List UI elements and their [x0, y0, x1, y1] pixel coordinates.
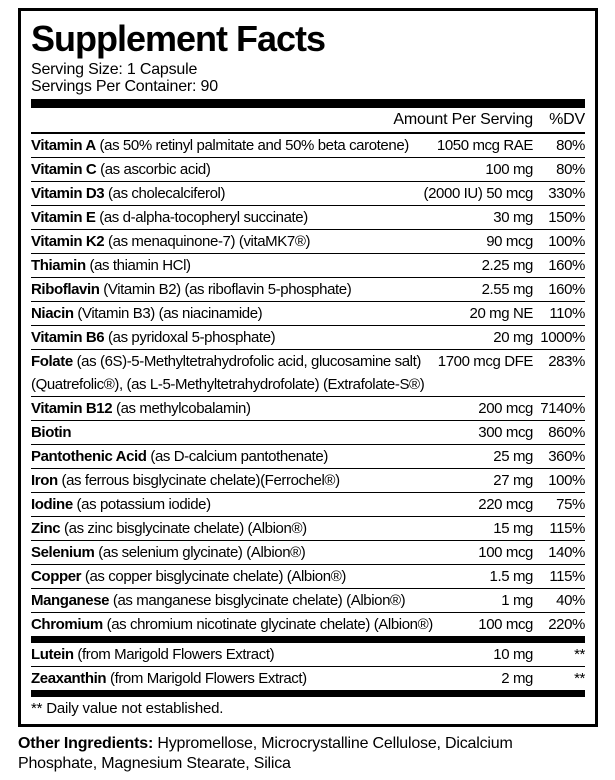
row-amount: 90 mcg	[486, 233, 533, 250]
table-row	[31, 254, 585, 278]
row-name	[31, 329, 275, 346]
column-header-row	[31, 108, 585, 134]
table-row	[31, 206, 585, 230]
table-row	[31, 302, 585, 326]
table-row	[31, 350, 585, 397]
row-name	[31, 496, 211, 513]
nutrient-name: Riboflavin	[31, 281, 100, 298]
nutrient-name: Thiamin	[31, 257, 86, 274]
row-values	[489, 643, 585, 666]
row-name	[31, 257, 191, 274]
row-amount: 2 mg	[501, 670, 533, 687]
row-dv: 1000%	[540, 329, 585, 346]
row-name	[31, 353, 424, 393]
nutrient-detail: (as 50% retinyl palmitate and 50% beta carotene)	[99, 137, 409, 154]
nutrient-detail: (as copper bisglycinate chelate) (Albion®)	[84, 568, 346, 585]
separator-bar-mid-1	[31, 636, 585, 643]
nutrient-detail: (as chromium nicotinate glycinate chelate) (Albion®)	[106, 616, 433, 633]
row-name	[31, 424, 71, 441]
row-amount: 100 mcg	[478, 616, 533, 633]
nutrient-detail: (as potassium iodide)	[76, 496, 211, 513]
row-name	[31, 448, 328, 465]
row-dv: **	[574, 670, 585, 687]
nutrient-detail: (as ascorbic acid)	[100, 161, 211, 178]
row-dv: 7140%	[540, 400, 585, 417]
row-amount: 1700 mcg DFE	[437, 353, 533, 370]
table-row	[31, 182, 585, 206]
supplement-facts-panel	[18, 8, 598, 727]
servings-per-container: Servings Per Container: 90	[31, 78, 218, 95]
nutrient-name: Vitamin E	[31, 209, 96, 226]
row-values	[486, 565, 585, 588]
row-name	[31, 592, 405, 609]
row-dv: 75%	[556, 496, 585, 513]
row-values	[420, 182, 585, 205]
row-dv: 140%	[548, 544, 585, 561]
row-name	[31, 568, 346, 585]
table-row	[31, 643, 585, 667]
table-row	[31, 469, 585, 493]
row-dv: 330%	[548, 185, 585, 202]
row-name	[31, 646, 274, 663]
nutrient-name: Folate	[31, 353, 73, 370]
row-name	[31, 185, 225, 202]
row-dv: 115%	[549, 568, 585, 585]
other-ingredients	[18, 734, 593, 774]
nutrient-detail: (from Marigold Flowers Extract)	[77, 646, 275, 663]
nutrient-name: Zinc	[31, 520, 61, 537]
row-amount: (2000 IU) 50 mcg	[423, 185, 533, 202]
row-values	[497, 589, 585, 612]
nutrient-name: Selenium	[31, 544, 95, 561]
separator-bar-mid-2	[31, 690, 585, 697]
row-amount: 20 mg	[493, 329, 533, 346]
table-row	[31, 541, 585, 565]
nutrient-name: Chromium	[31, 616, 103, 633]
row-amount: 20 mg NE	[469, 305, 533, 322]
nutrient-detail: (as d-alpha-tocopheryl succinate)	[99, 209, 308, 226]
nutrient-name: Vitamin B12	[31, 400, 113, 417]
nutrient-detail: (as zinc bisglycinate chelate) (Albion®)	[64, 520, 307, 537]
table-row	[31, 517, 585, 541]
row-name	[31, 161, 210, 178]
other-ingredients-label: Other Ingredients:	[18, 735, 154, 752]
row-dv: 360%	[548, 448, 585, 465]
table-row	[31, 230, 585, 254]
row-dv: 160%	[548, 281, 585, 298]
botanical-rows	[31, 643, 585, 690]
row-dv: 860%	[548, 424, 585, 441]
row-name	[31, 209, 308, 226]
nutrient-name: Vitamin D3	[31, 185, 105, 202]
row-name	[31, 520, 307, 537]
row-dv: 80%	[556, 137, 585, 154]
table-row	[31, 493, 585, 517]
nutrient-name: Vitamin A	[31, 137, 96, 154]
nutrient-detail: (Vitamin B3) (as niacinamide)	[77, 305, 263, 322]
row-dv: 150%	[548, 209, 585, 226]
row-amount: 27 mg	[493, 472, 533, 489]
nutrient-detail: (as pyridoxal 5-phosphate)	[108, 329, 276, 346]
row-amount: 30 mg	[493, 209, 533, 226]
row-name	[31, 616, 433, 633]
row-values	[478, 278, 585, 301]
serving-size: Serving Size: 1 Capsule	[31, 61, 198, 78]
row-values	[474, 613, 585, 636]
row-amount: 1.5 mg	[489, 568, 533, 585]
row-amount: 1 mg	[501, 592, 533, 609]
row-values	[489, 445, 585, 468]
nutrient-name: Lutein	[31, 646, 74, 663]
column-headers	[393, 108, 585, 132]
row-amount: 10 mg	[493, 646, 533, 663]
row-dv: 283%	[548, 353, 585, 370]
nutrient-detail: (as menaquinone-7) (vitaMK7®)	[108, 233, 311, 250]
row-amount: 220 mcg	[478, 496, 533, 513]
nutrient-name: Iodine	[31, 496, 73, 513]
nutrient-name: Vitamin B6	[31, 329, 105, 346]
row-dv: 100%	[548, 472, 585, 489]
row-values	[466, 302, 586, 325]
row-amount: 200 mcg	[478, 400, 533, 417]
row-values	[489, 326, 585, 349]
row-values	[497, 667, 585, 690]
daily-value-footnote: ** Daily value not established.	[31, 700, 224, 717]
nutrient-detail: (as selenium glycinate) (Albion®)	[98, 544, 306, 561]
row-values	[433, 134, 585, 157]
nutrient-detail: (as methylcobalamin)	[115, 400, 251, 417]
row-amount: 2.55 mg	[481, 281, 533, 298]
row-amount: 15 mg	[493, 520, 533, 537]
nutrient-name: Zeaxanthin	[31, 670, 107, 687]
nutrient-detail: (as (6S)-5-Methyltetrahydrofolic acid, glucosamine salt)(Quatrefolic®), (as L-5-Methyltetrahydrofolate) (Extrafolate-S®)	[31, 353, 425, 393]
column-header-amount: Amount Per Serving	[393, 111, 533, 128]
panel-title: Supplement Facts	[31, 18, 326, 59]
table-row	[31, 397, 585, 421]
row-values	[482, 230, 585, 253]
column-header-dv: %DV	[549, 111, 585, 128]
nutrient-name: Niacin	[31, 305, 74, 322]
table-row	[31, 613, 585, 636]
table-row	[31, 278, 585, 302]
nutrient-detail: (as manganese bisglycinate chelate) (Albion®)	[112, 592, 406, 609]
row-values	[478, 254, 585, 277]
row-dv: 40%	[556, 592, 585, 609]
nutrient-name: Biotin	[31, 424, 72, 441]
row-amount: 25 mg	[493, 448, 533, 465]
row-dv: 115%	[549, 520, 585, 537]
row-values	[474, 421, 585, 444]
separator-bar-top	[31, 99, 585, 108]
nutrient-detail: (as cholecalciferol)	[108, 185, 226, 202]
row-name	[31, 544, 305, 561]
nutrient-name: Manganese	[31, 592, 110, 609]
table-row	[31, 589, 585, 613]
row-values	[434, 350, 585, 373]
row-values	[481, 158, 585, 181]
row-amount: 100 mg	[485, 161, 533, 178]
nutrient-detail: (Vitamin B2) (as riboflavin 5-phosphate)	[103, 281, 352, 298]
row-dv: 80%	[556, 161, 585, 178]
row-name	[31, 305, 262, 322]
table-row	[31, 445, 585, 469]
nutrient-name: Vitamin K2	[31, 233, 105, 250]
nutrient-name: Vitamin C	[31, 161, 97, 178]
row-name	[31, 281, 351, 298]
row-name	[31, 233, 310, 250]
table-row	[31, 565, 585, 589]
table-row	[31, 134, 585, 158]
nutrient-detail: (as thiamin HCl)	[89, 257, 191, 274]
row-amount: 300 mcg	[478, 424, 533, 441]
nutrient-detail: (as ferrous bisglycinate chelate)(Ferrochel®)	[61, 472, 340, 489]
row-amount: 1050 mcg RAE	[436, 137, 533, 154]
nutrient-name: Iron	[31, 472, 58, 489]
nutrient-detail: (from Marigold Flowers Extract)	[109, 670, 307, 687]
row-values	[474, 397, 585, 420]
table-row	[31, 326, 585, 350]
row-name	[31, 670, 307, 687]
nutrient-name: Pantothenic Acid	[31, 448, 147, 465]
row-dv: 220%	[548, 616, 585, 633]
table-row	[31, 158, 585, 182]
row-dv: **	[574, 646, 585, 663]
row-values	[489, 206, 585, 229]
row-name	[31, 472, 340, 489]
row-values	[474, 493, 585, 516]
nutrient-rows	[31, 134, 585, 636]
nutrient-detail: (as D-calcium pantothenate)	[150, 448, 328, 465]
table-row	[31, 667, 585, 690]
nutrient-name: Copper	[31, 568, 82, 585]
row-amount: 100 mcg	[478, 544, 533, 561]
other-ingredients-list: Hypromellose, Microcrystalline Cellulose, Dicalcium Phosphate, Magnesium Stearate, Silica	[18, 735, 513, 772]
row-dv: 160%	[548, 257, 585, 274]
row-dv: 100%	[548, 233, 585, 250]
row-values	[474, 541, 585, 564]
row-amount: 2.25 mg	[481, 257, 533, 274]
row-values	[489, 517, 585, 540]
row-name	[31, 137, 409, 154]
row-dv: 110%	[549, 305, 585, 322]
row-name	[31, 400, 251, 417]
table-row	[31, 421, 585, 445]
row-values	[489, 469, 585, 492]
